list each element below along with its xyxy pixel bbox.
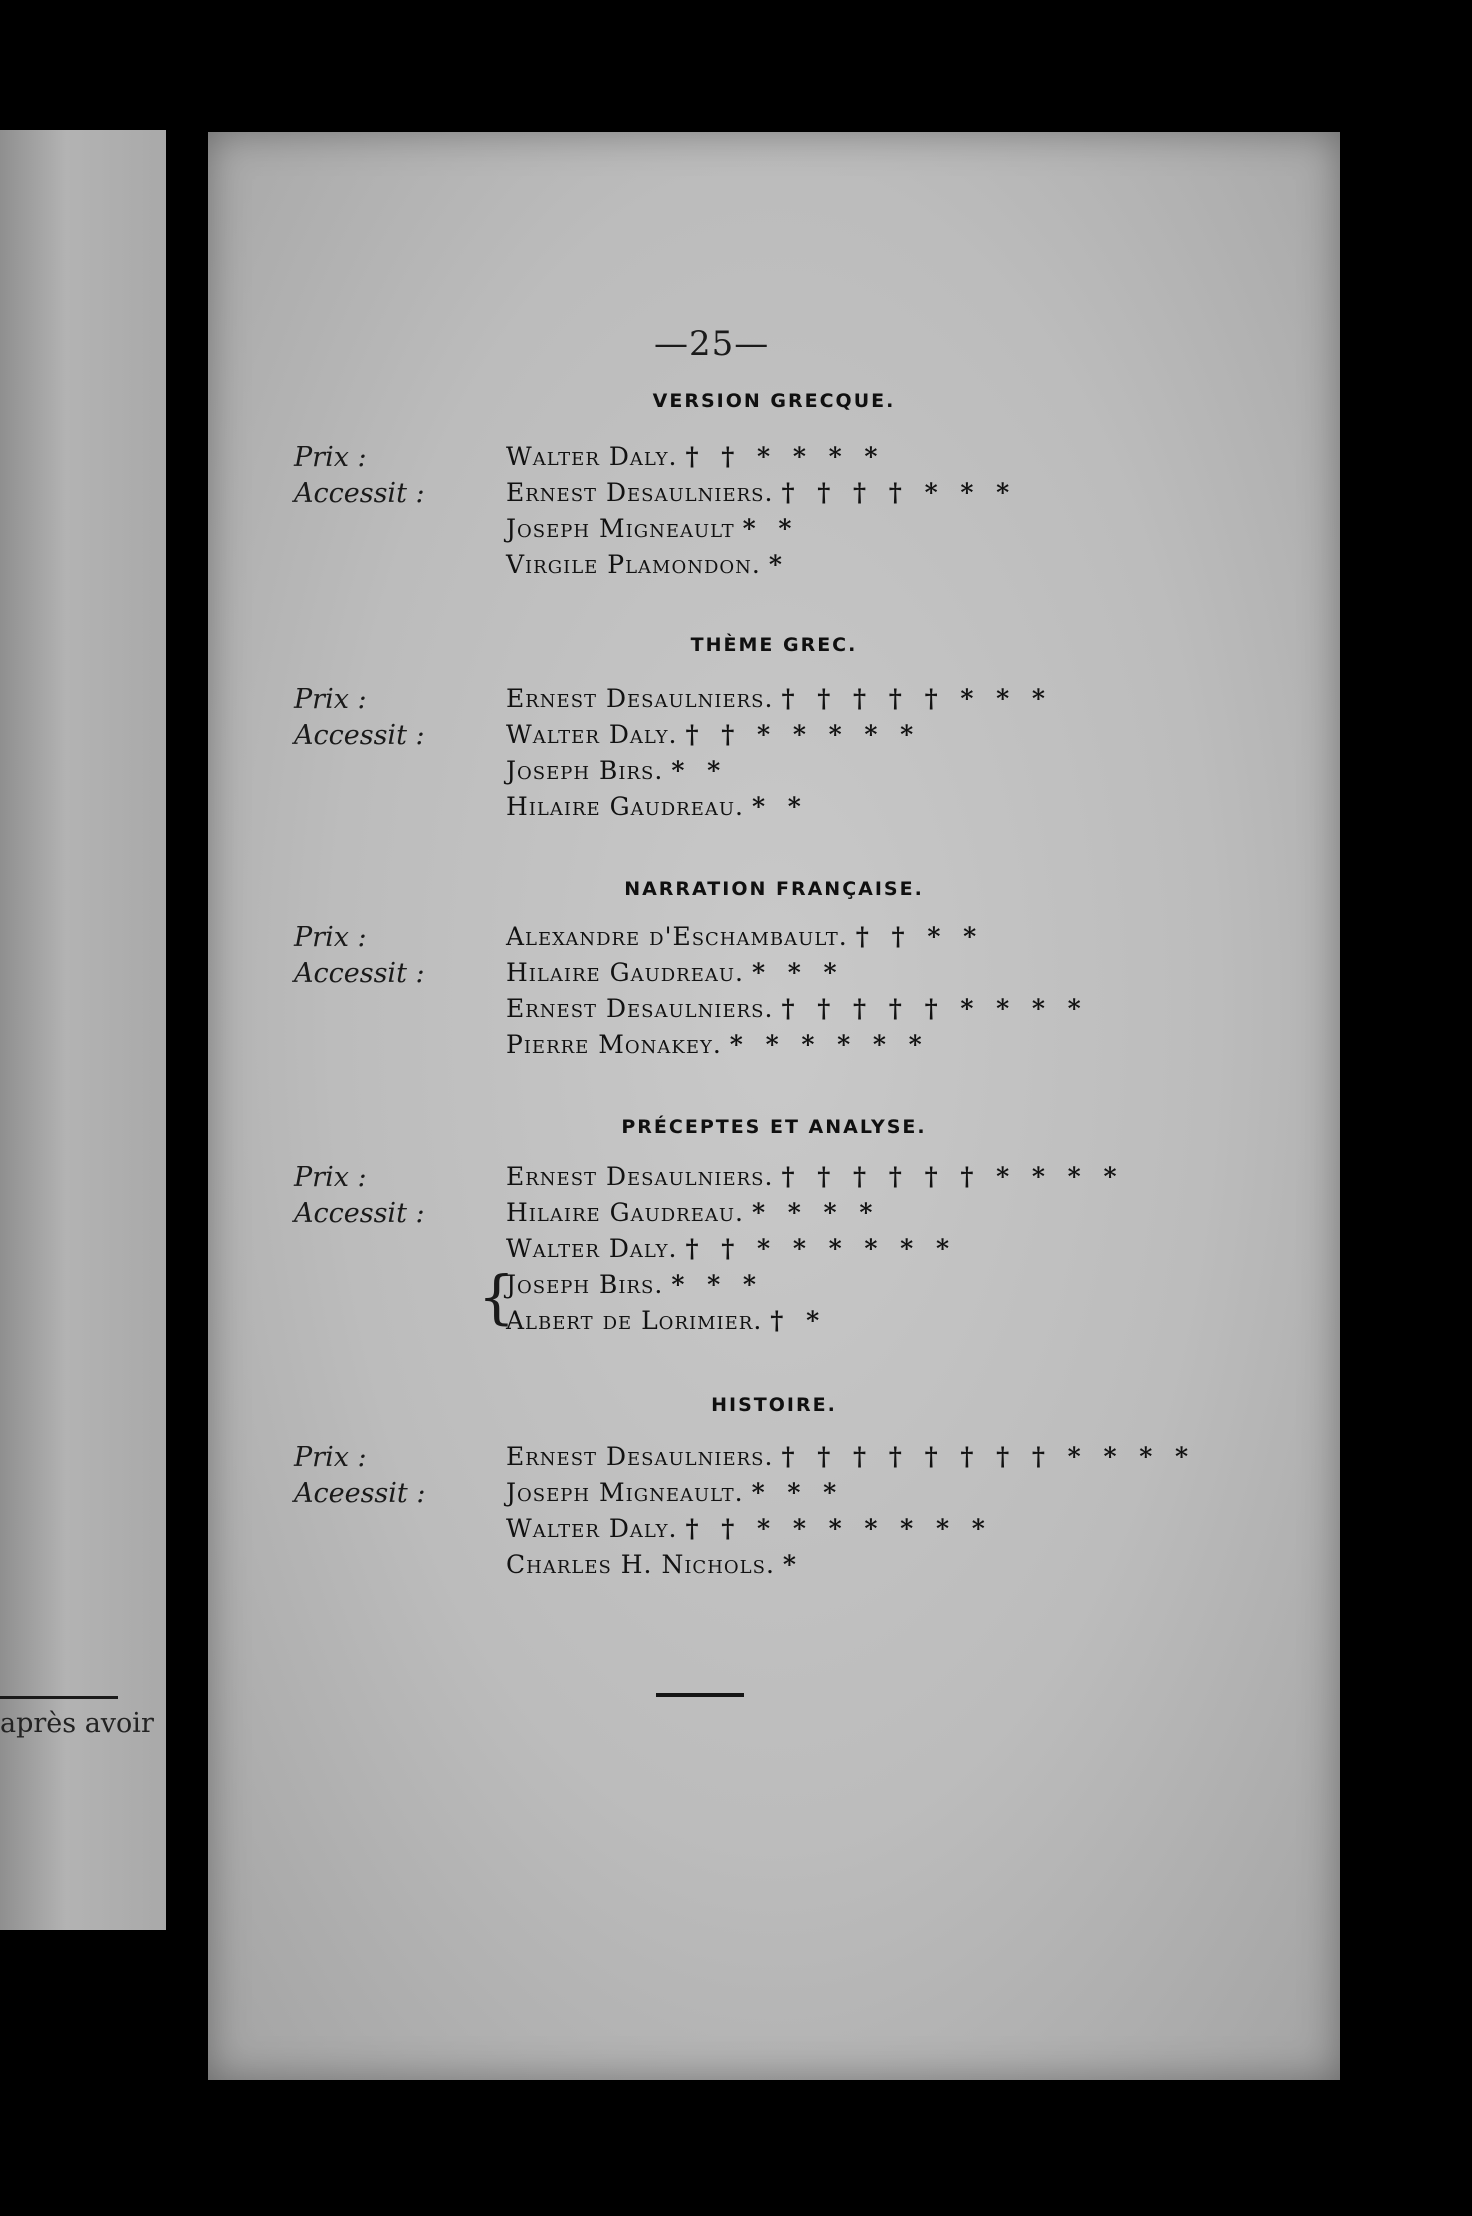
student-name: Joseph Birs. [506,1270,664,1299]
student-name: Alexandre d'Eschambault. [506,922,848,951]
award-entry [506,1550,803,1579]
award-entry [506,514,799,543]
merit-marks: † † † † † * * * * [781,994,1088,1023]
merit-marks: * * [742,514,799,543]
prix-label: Prix : [294,1162,367,1193]
student-name: Walter Daly. [506,720,678,749]
award-entry [506,1030,929,1059]
award-entry [506,1162,1124,1191]
student-name: Ernest Desaulniers. [506,478,774,507]
award-entry [506,684,1052,713]
merit-marks: † † * * * * * * [685,1234,957,1263]
document-page [208,132,1340,2080]
award-entry [506,1442,1195,1471]
award-entry [506,922,983,951]
merit-marks: * [782,1550,803,1579]
merit-marks: * * * [751,1478,844,1507]
section-heading: HISTOIRE. [711,1394,837,1416]
prix-label: Prix : [294,922,367,953]
student-name: Hilaire Gaudreau. [506,958,744,987]
merit-marks: † † † † † * * * [781,684,1052,713]
award-entry [506,1514,992,1543]
award-entry [506,958,844,987]
student-name: Ernest Desaulniers. [506,684,774,713]
adjacent-page-text: après avoir [0,1708,154,1739]
page-number: —25— [654,324,770,364]
merit-marks: † † † † † † † † * * * * [781,1442,1196,1471]
merit-marks: † † † † † † * * * * [781,1162,1124,1191]
student-name: Hilaire Gaudreau. [506,792,744,821]
student-name: Albert de Lorimier. [506,1306,763,1335]
student-name: Joseph Migneault. [506,1478,744,1507]
merit-marks: * * * [752,958,844,987]
award-entry [506,1478,843,1507]
section-heading: PRÉCEPTES ET ANALYSE. [621,1116,927,1138]
student-name: Walter Daly. [506,1514,678,1543]
award-entry [506,720,920,749]
merit-marks: † † * * * * * [685,720,921,749]
accessit-label: Accessit : [294,1198,425,1229]
merit-marks: † † † † * * * [781,478,1017,507]
award-entry [506,756,727,785]
merit-marks: † † * * [855,922,984,951]
merit-marks: † † * * * * * * * [685,1514,992,1543]
accessit-label: Aceessit : [294,1478,426,1509]
adjacent-page [0,130,166,1930]
award-entry [506,442,884,471]
student-name: Joseph Migneault [506,514,735,543]
merit-marks: * * * * [752,1198,880,1227]
student-name: Joseph Birs. [506,756,664,785]
prix-label: Prix : [294,684,367,715]
award-entry [506,792,808,821]
merit-marks: † * [770,1306,827,1335]
student-name: Walter Daly. [506,1234,678,1263]
accessit-label: Accessit : [294,720,425,751]
adjacent-page-rule [0,1696,118,1699]
award-entry [506,1306,826,1335]
merit-marks: * * * [671,1270,763,1299]
accessit-label: Accessit : [294,958,425,989]
award-entry [506,994,1088,1023]
award-entry [506,1234,956,1263]
grouping-brace: { [478,1263,515,1331]
merit-marks: * * [671,756,728,785]
award-entry [506,478,1016,507]
section-heading: VERSION GRECQUE. [652,390,896,412]
student-name: Ernest Desaulniers. [506,1162,774,1191]
award-entry [506,1198,879,1227]
section-heading: THÈME GREC. [690,634,858,656]
prix-label: Prix : [294,442,367,473]
student-name: Virgile Plamondon. [506,550,761,579]
prix-label: Prix : [294,1442,367,1473]
accessit-label: Accessit : [294,478,425,509]
merit-marks: * * * * * * [729,1030,929,1059]
merit-marks: * * [752,792,808,821]
award-entry [506,1270,763,1299]
student-name: Charles H. Nichols. [506,1550,775,1579]
student-name: Pierre Monakey. [506,1030,722,1059]
merit-marks: † † * * * * [685,442,885,471]
section-heading: NARRATION FRANÇAISE. [624,878,924,900]
merit-marks: * [768,550,789,579]
student-name: Walter Daly. [506,442,678,471]
end-rule [656,1693,744,1697]
award-entry [506,550,789,579]
student-name: Ernest Desaulniers. [506,1442,774,1471]
student-name: Hilaire Gaudreau. [506,1198,744,1227]
student-name: Ernest Desaulniers. [506,994,774,1023]
